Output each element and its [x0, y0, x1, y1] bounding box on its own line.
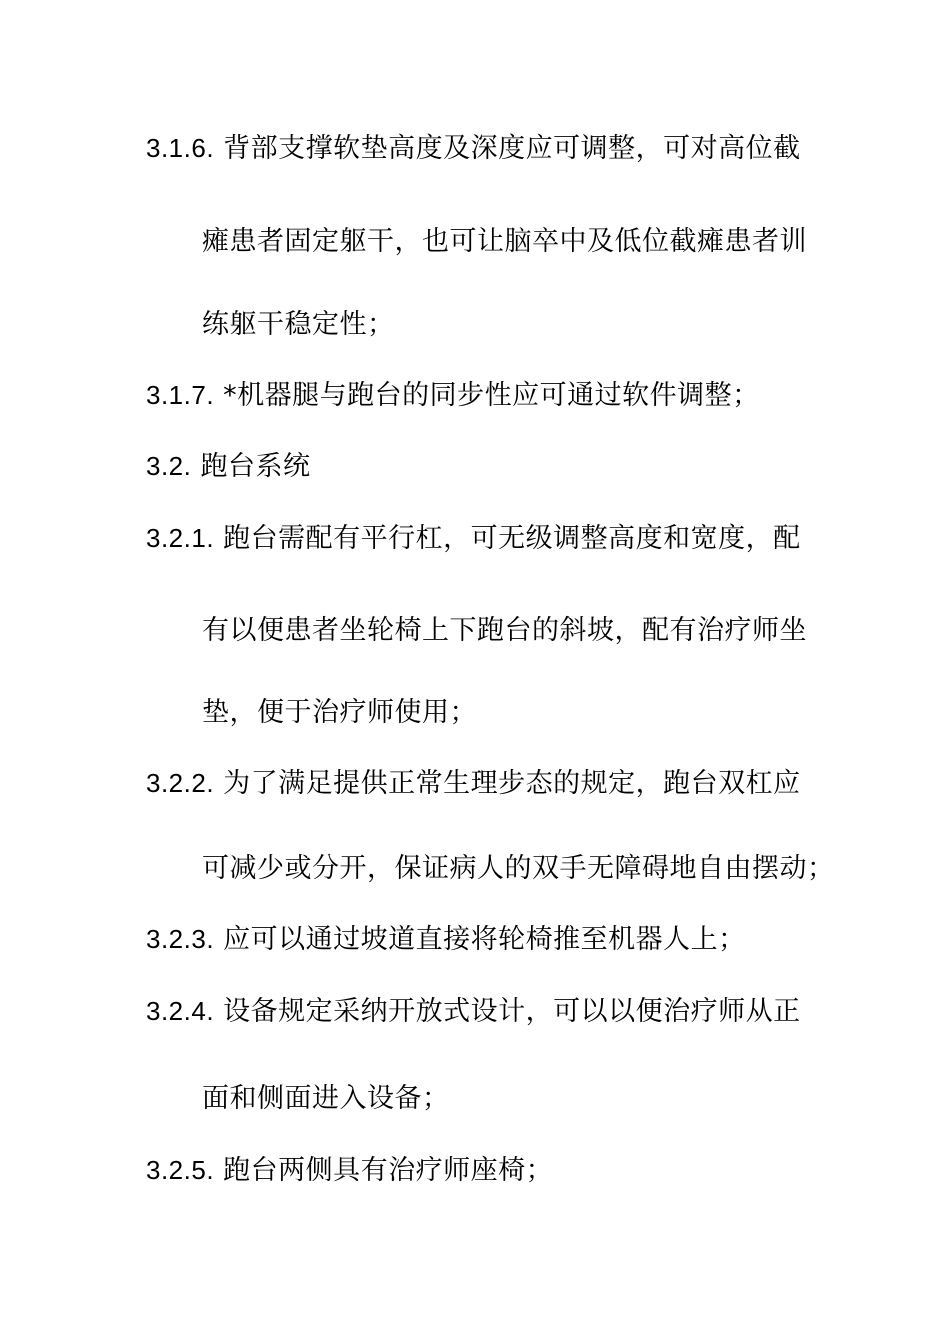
item-text: 设备规定采纳开放式设计，可以以便治疗师从正: [223, 996, 801, 1027]
item-3-1-7-line-1: [146, 375, 760, 415]
item-text: *机器腿与跑台的同步性应可通过软件调整；: [223, 380, 760, 411]
item-number: 3.1.6.: [146, 133, 215, 163]
item-text: 练躯干稳定性；: [202, 309, 395, 340]
item-3-2-2-line-1: [146, 763, 801, 803]
item-text: 瘫患者固定躯干，也可让脑卒中及低位截瘫患者训: [202, 226, 807, 257]
item-3-2-2-line-2: [202, 849, 835, 889]
item-3-2-1-line-2: [202, 611, 807, 651]
item-3-2-4-line-2: [202, 1079, 450, 1119]
item-3-2-5-line-1: [146, 1150, 553, 1190]
item-number: 3.2.2.: [146, 768, 215, 798]
item-text: 有以便患者坐轮椅上下跑台的斜坡，配有治疗师坐: [202, 615, 807, 646]
item-number: 3.2.4.: [146, 996, 215, 1026]
item-3-1-6-line-3: [202, 305, 395, 345]
item-3-2-3-line-1: [146, 919, 746, 959]
item-text: 跑台两侧具有治疗师座椅；: [223, 1155, 554, 1186]
item-number: 3.2.5.: [146, 1155, 215, 1185]
item-3-2-1-line-3: [202, 693, 477, 733]
item-number: 3.2.3.: [146, 924, 215, 954]
item-text: 可减少或分开，保证病人的双手无障碍地自由摆动；: [202, 853, 835, 884]
item-text: 应可以通过坡道直接将轮椅推至机器人上；: [223, 924, 746, 955]
item-text: 垫，便于治疗师使用；: [202, 697, 477, 728]
item-number: 3.1.7.: [146, 380, 215, 410]
section-number: 3.2.: [146, 451, 192, 481]
item-text: 面和侧面进入设备；: [202, 1083, 450, 1114]
item-text: 跑台需配有平行杠，可无级调整高度和宽度，配: [223, 523, 801, 554]
item-3-1-6-line-2: [202, 222, 807, 262]
section-3-2-heading: [146, 446, 310, 486]
section-title: 跑台系统: [200, 451, 311, 482]
item-3-2-4-line-1: [146, 991, 801, 1031]
item-text: 背部支撑软垫高度及深度应可调整，可对高位截: [223, 133, 801, 164]
item-text: 为了满足提供正常生理步态的规定，跑台双杠应: [223, 768, 801, 799]
item-3-2-1-line-1: [146, 518, 801, 558]
item-number: 3.2.1.: [146, 523, 215, 553]
item-3-1-6-line-1: [146, 128, 801, 168]
